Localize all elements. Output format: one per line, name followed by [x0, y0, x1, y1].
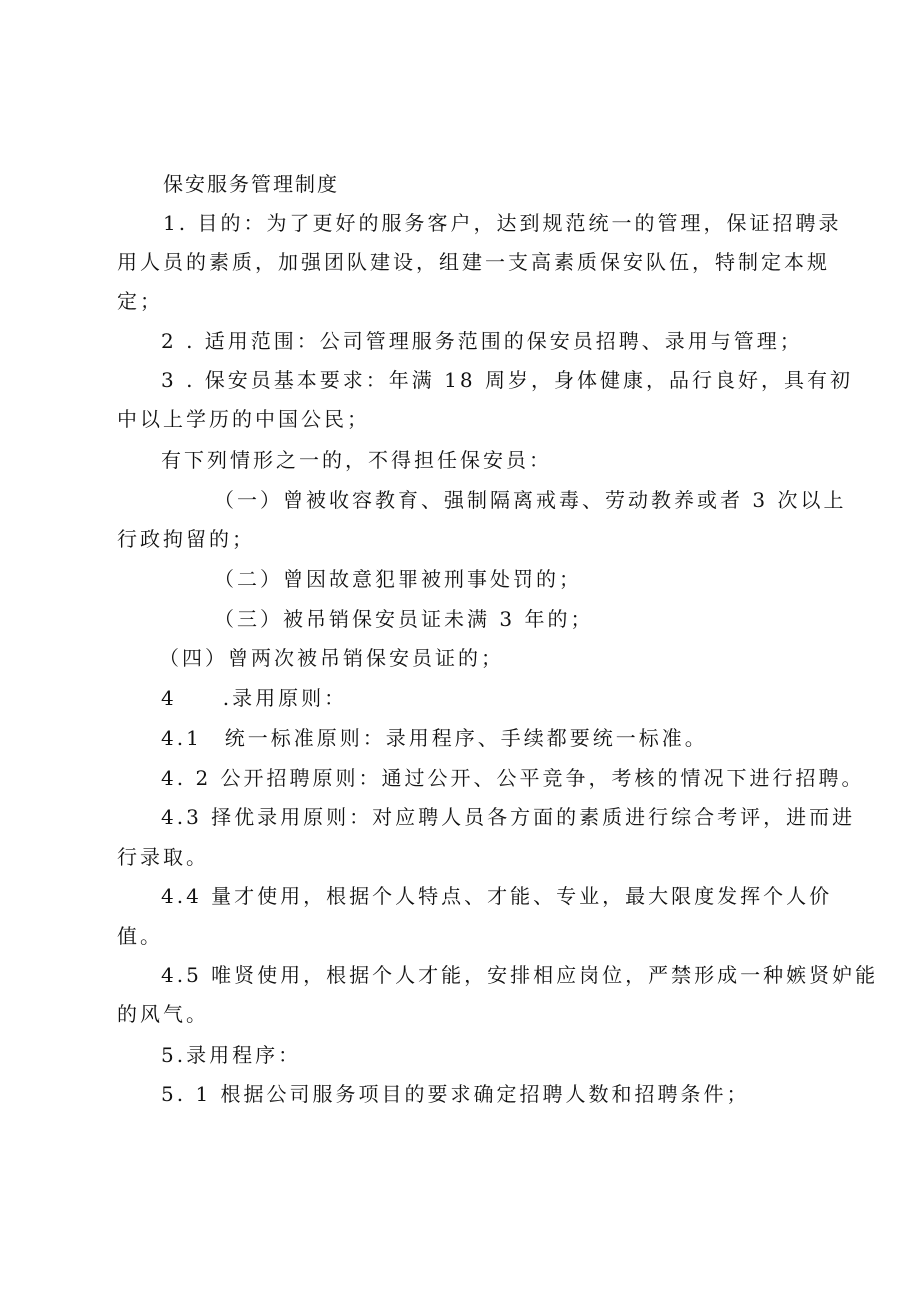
section-5-1: 5. 1 根据公司服务项目的要求确定招聘人数和招聘条件； [161, 1082, 750, 1106]
paragraph-purpose-line-2: 用人员的素质，加强团队建设，组建一支高素质保安队伍，特制定本规 [117, 250, 830, 274]
list-item-3: （三）被吊销保安员证未满 3 年的； [214, 607, 594, 631]
section-4-5-line-1: 4.5 唯贤使用，根据个人才能，安排相应岗位，严禁形成一种嫉贤妒能 [161, 963, 879, 987]
list-item-1-line-2: 行政拘留的； [117, 527, 255, 551]
list-item-2: （二）曾因故意犯罪被刑事处罚的； [214, 567, 582, 591]
paragraph-requirements-line-2: 中以上学历的中国公民； [117, 407, 370, 431]
section-4-4-line-1: 4.4 量才使用，根据个人特点、才能、专业，最大限度发挥个人价 [161, 884, 833, 908]
section-4-heading: 4 .录用原则： [161, 686, 348, 710]
document-title: 保安服务管理制度 [163, 172, 339, 196]
section-4-3-line-1: 4.3 择优录用原则：对应聘人员各方面的素质进行综合考评，进而进 [161, 805, 856, 829]
section-4-3-line-2: 行录取。 [117, 845, 209, 869]
paragraph-requirements-line-1: 3 . 保安员基本要求：年满 18 周岁，身体健康，品行良好，具有初 [161, 368, 853, 392]
list-item-4: （四）曾两次被吊销保安员证的； [159, 646, 504, 670]
list-item-1-line-1: （一）曾被收容教育、强制隔离戒毒、劳动教养或者 3 次以上 [214, 488, 847, 512]
section-4-4-line-2: 值。 [117, 924, 163, 948]
paragraph-disqualifications-intro: 有下列情形之一的，不得担任保安员： [161, 448, 552, 472]
section-5-heading: 5.录用程序： [161, 1043, 302, 1067]
section-4-2: 4. 2 公开招聘原则：通过公开、公平竞争，考核的情况下进行招聘。 [161, 766, 865, 790]
paragraph-purpose-line-1: 1. 目的：为了更好的服务客户，达到规范统一的管理，保证招聘录 [163, 211, 842, 235]
paragraph-purpose-line-3: 定； [117, 289, 163, 313]
section-4-1: 4.1 统一标准原则：录用程序、手续都要统一标准。 [161, 726, 708, 750]
paragraph-scope: 2 . 适用范围：公司管理服务范围的保安员招聘、录用与管理； [161, 329, 803, 353]
section-4-5-line-2: 的风气。 [117, 1002, 209, 1026]
